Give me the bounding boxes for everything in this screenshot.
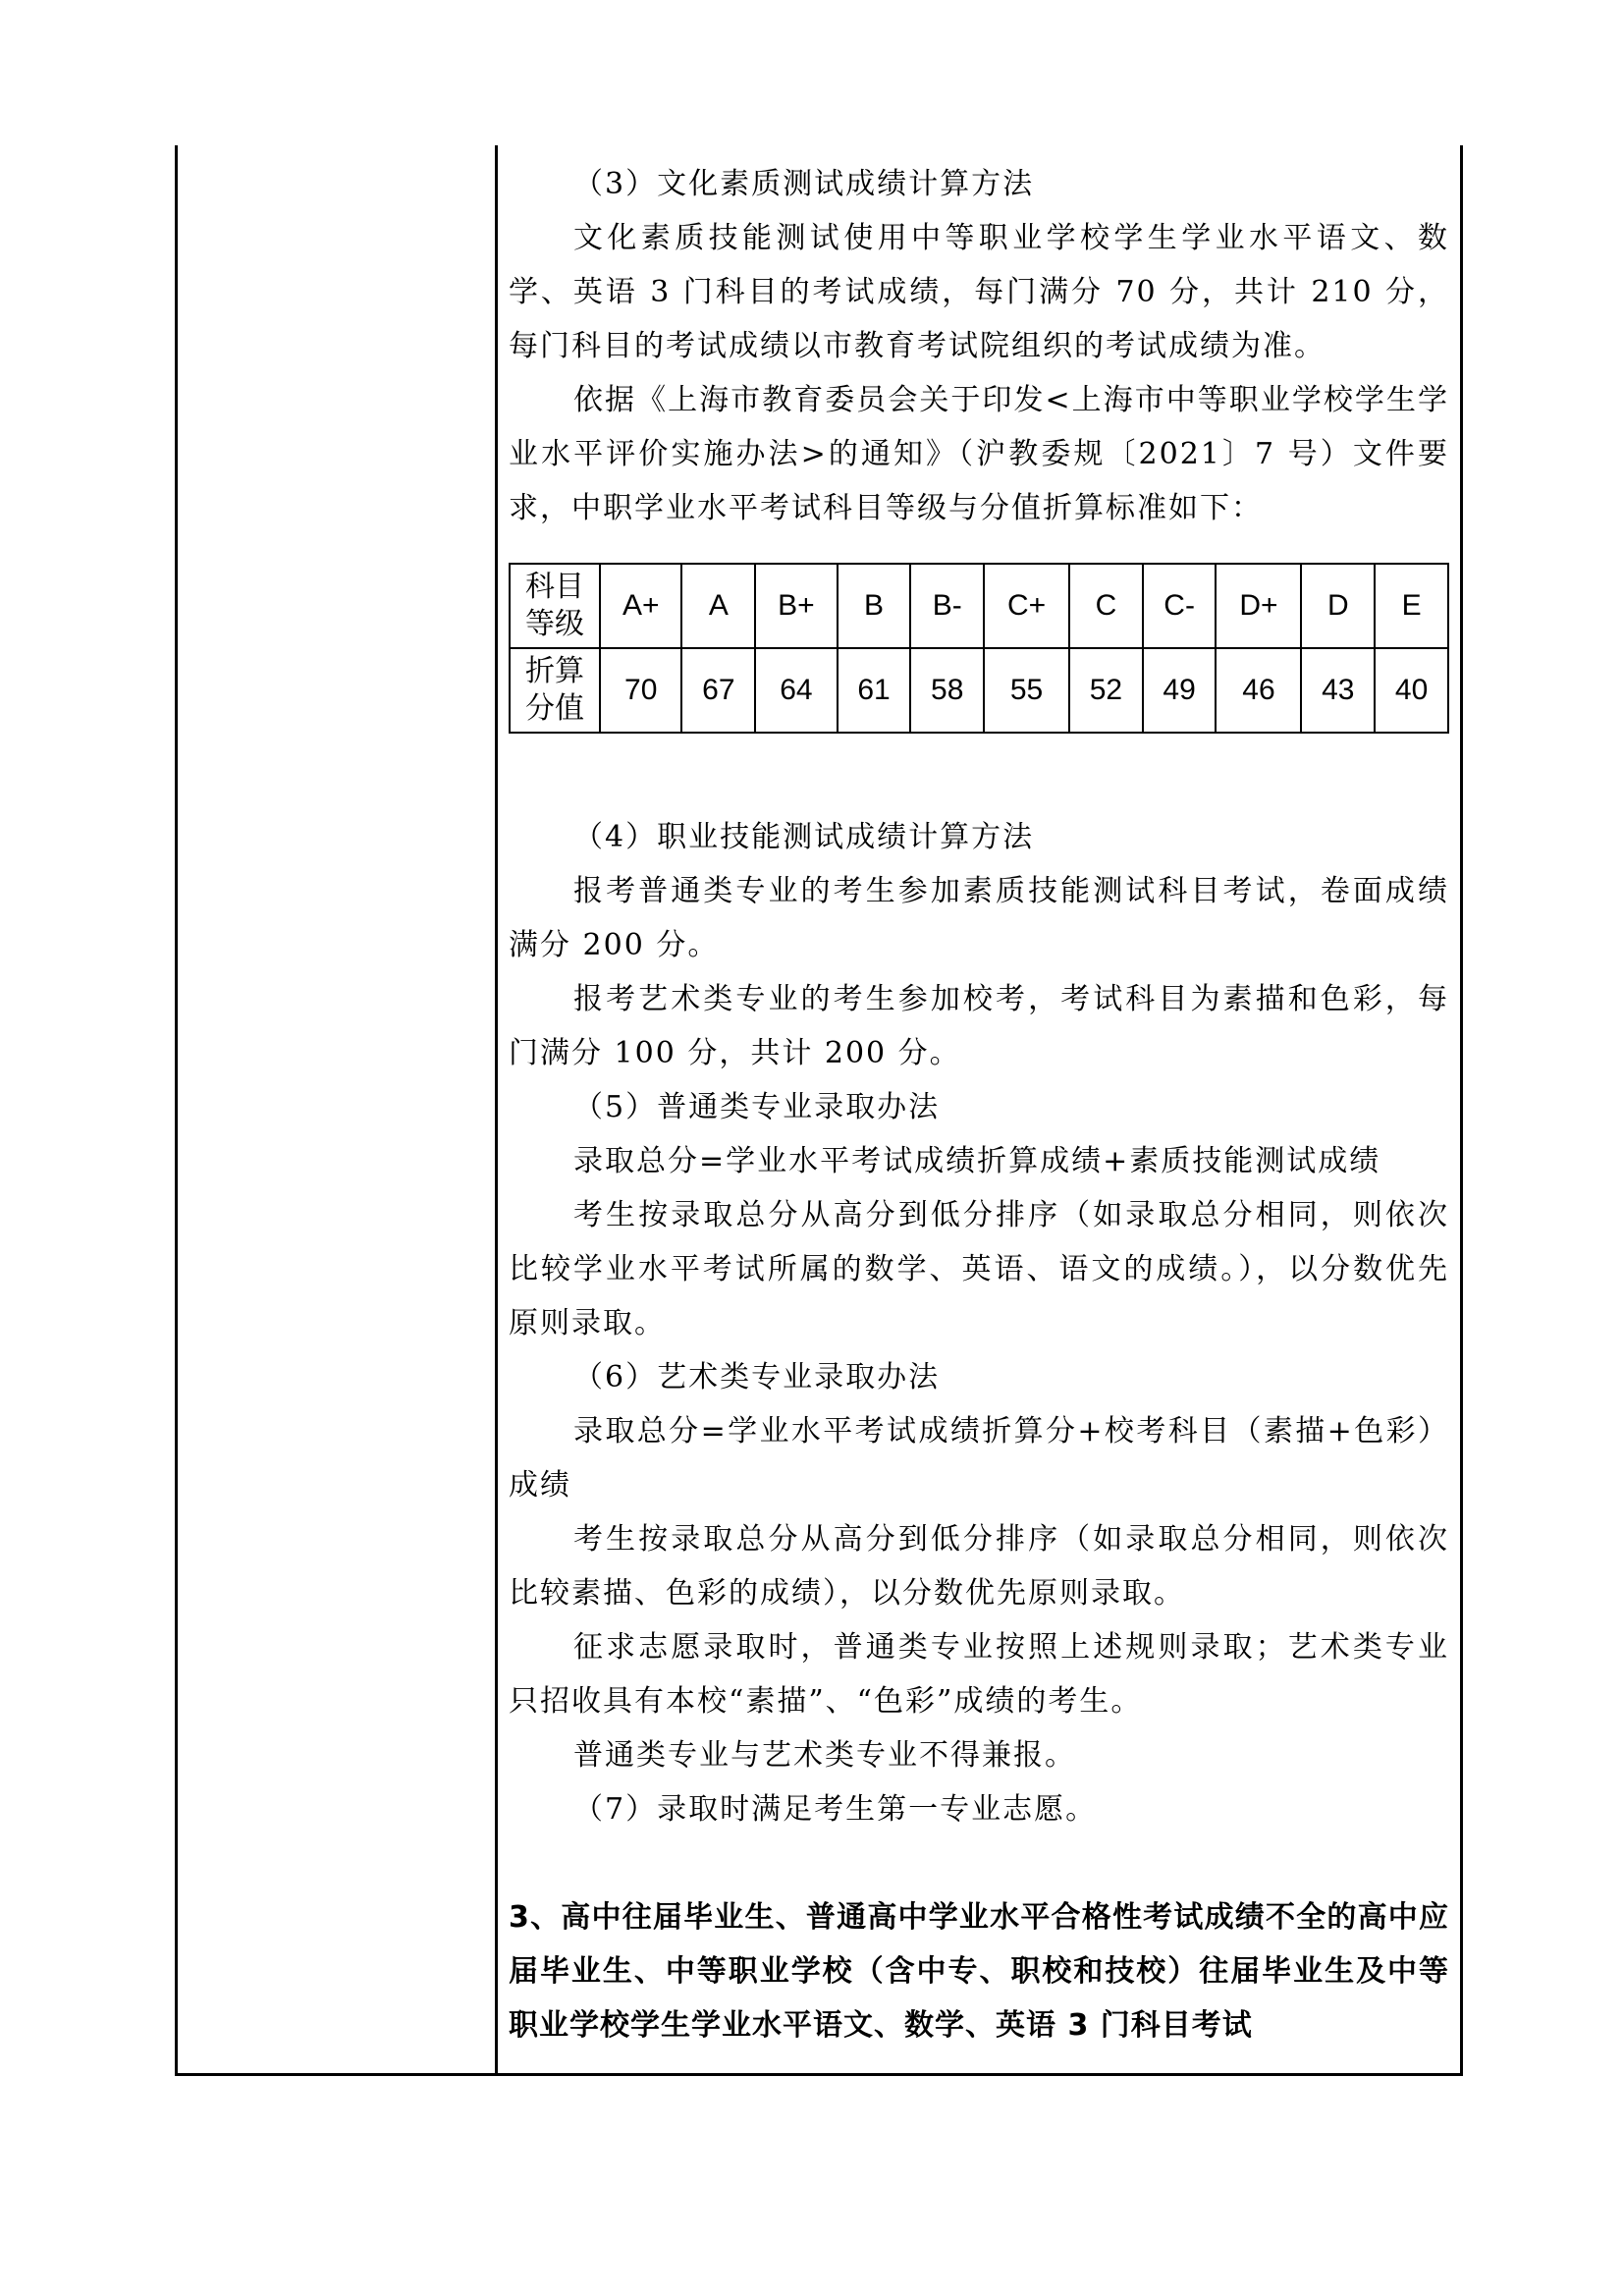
section5-heading: （5）普通类专业录取办法 [573,1090,941,1124]
section6-para2: 考生按录取总分从高分到低分排序（如录取总分相同，则依次比较素描、色彩的成绩），以分数优先原则录取。 [509,1522,1449,1611]
score-cell: 70 [600,648,681,733]
grade-cell: D [1301,564,1375,648]
grade-cell: A+ [600,564,681,648]
header-line: 科目 [525,570,584,604]
score-cell: 40 [1375,648,1448,733]
section4-para1: 报考普通类专业的考生参加素质技能测试科目考试，卷面成绩满分 200 分。 [509,874,1449,962]
table-left-border [175,145,178,2076]
part3-heading: 3、高中往届毕业生、普通高中学业水平合格性考试成绩不全的高中应届毕业生、中等职业学校（含中专、职校和技校）往届毕业生及中等职业学校学生学业水平语文、数学、英语 3 门科目考试 [509,1900,1449,2043]
score-cell: 46 [1216,648,1301,733]
grade-cell: E [1375,564,1448,648]
section6-para1: 录取总分=学业水平考试成绩折算分+校考科目（素描+色彩）成绩 [509,1414,1449,1503]
section3-para2: 依据《上海市教育委员会关于印发<上海市中等职业学校学生学业水平评价实施办法>的通知》（沪教委规〔2021〕7 号）文件要求，中职学业水平考试科目等级与分值折算标准如下： [509,383,1449,525]
section6-para4: 普通类专业与艺术类专业不得兼报。 [573,1738,1076,1773]
score-cell: 49 [1143,648,1217,733]
grade-cell: A [681,564,755,648]
score-cell: 52 [1069,648,1143,733]
grade-cell: B [838,564,911,648]
score-cell: 43 [1301,648,1375,733]
section4-para2: 报考艺术类专业的考生参加校考，考试科目为素描和色彩，每门满分 100 分，共计 200 分。 [509,982,1449,1070]
grade-cell: C [1069,564,1143,648]
grade-conversion-table [509,563,1449,734]
score-cell: 58 [910,648,984,733]
score-cell: 64 [755,648,837,733]
section6-heading: （6）艺术类专业录取办法 [573,1360,941,1394]
grade-cell: B- [910,564,984,648]
section3-heading: （3）文化素质测试成绩计算方法 [573,167,1035,201]
score-row-header [510,648,600,733]
grade-row-header [510,564,600,648]
section3-para1: 文化素质技能测试使用中等职业学校学生学业水平语文、数学、英语 3 门科目的考试成绩，每门满分 70 分，共计 210 分，每门科目的考试成绩以市教育考试院组织的考试成绩为准。 [509,221,1449,363]
spacer [509,734,1449,810]
score-cell: 61 [838,648,911,733]
grade-cell: C+ [984,564,1069,648]
header-line: 分值 [525,691,584,726]
section7-heading: （7）录取时满足考生第一专业志愿。 [573,1792,1098,1827]
spacer [509,1836,1449,1890]
section6-para3: 征求志愿录取时，普通类专业按照上述规则录取；艺术类专业只招收具有本校“素描”、“色彩”成绩的考生。 [509,1630,1449,1719]
grade-cell: D+ [1216,564,1301,648]
header-line: 折算 [525,654,584,688]
score-cell: 55 [984,648,1069,733]
page-frame [175,145,1463,2076]
grade-cell: B+ [755,564,837,648]
section4-heading: （4）职业技能测试成绩计算方法 [573,820,1035,854]
grade-cell: C- [1143,564,1217,648]
section5-para1: 录取总分=学业水平考试成绩折算成绩+素质技能测试成绩 [573,1144,1381,1178]
grade-row [510,564,1448,648]
header-line: 等级 [525,607,584,641]
section5-para2: 考生按录取总分从高分到低分排序（如录取总分相同，则依次比较学业水平考试所属的数学、英语、语文的成绩。），以分数优先原则录取。 [509,1198,1449,1340]
table-right-border [1460,145,1463,2076]
content-column [509,157,1449,2052]
table-bottom-border [175,2073,1463,2076]
score-cell: 67 [681,648,755,733]
column-divider [495,145,498,2076]
score-row [510,648,1448,733]
